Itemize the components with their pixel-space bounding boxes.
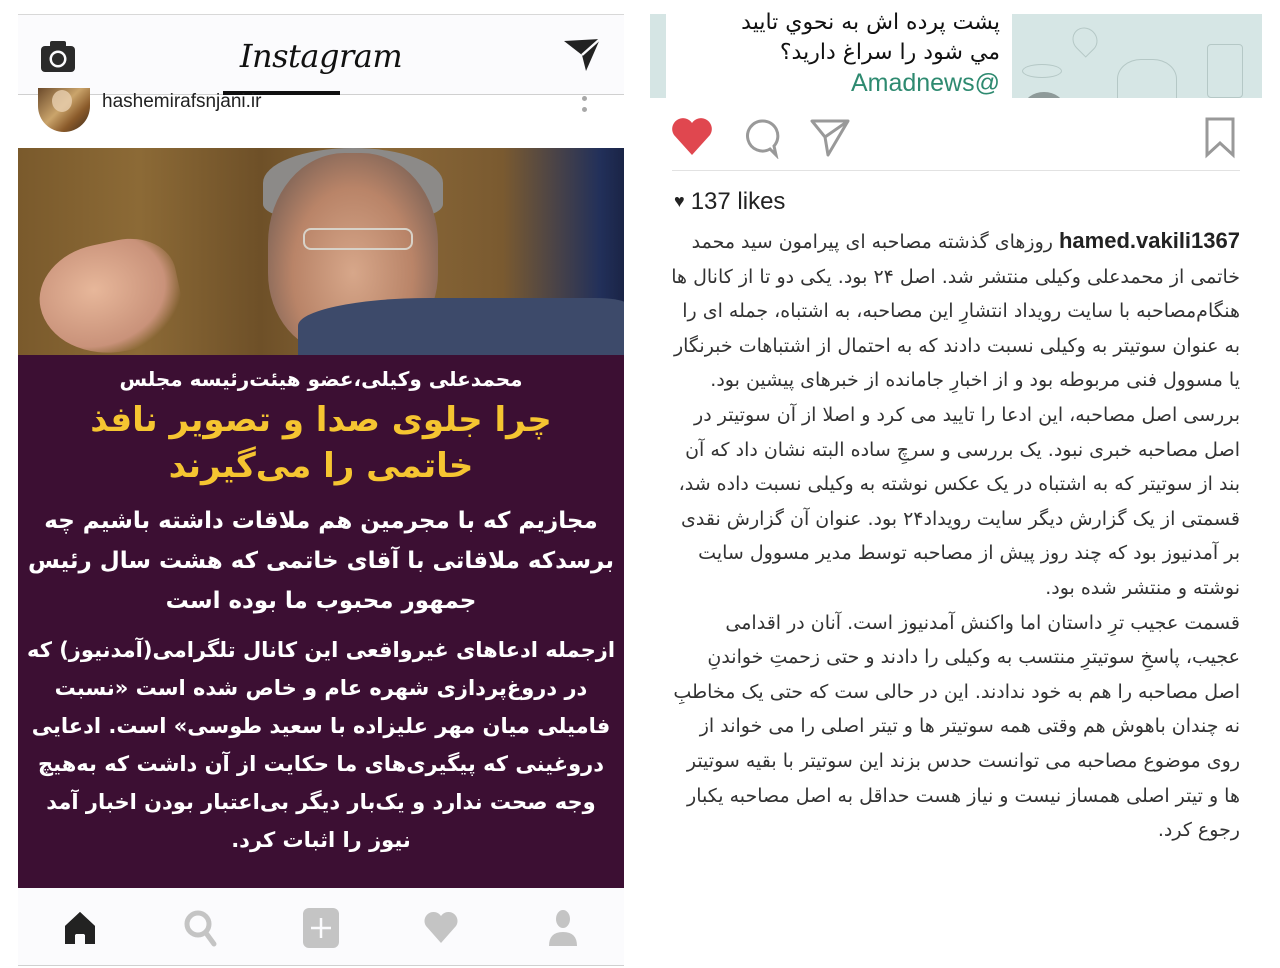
caption-paragraph-3: قسمت عجیب ترِ داستان اما واکنش آمدنیوز است. آنان در اقدامی عجیب، پاسخِ سوتیترِ منتسب به وکیلی را دادند و حتی زحمتِ خواندنِ اصل مصاحبه را هم به خود ندادند. این در حالی ست که حتی یک مخاطبِ نه چندان باهوش هم وقتی همه سوتیتر ها و تیتر اصلی را می خواند از روی موضوع مصاحبه می توانست حدس بزند این سوتیتر با بقیه سوتیتر ها و تیتر اصلی همساز نیست و نیاز هست حداقل به اصل مصاحبه یکبار رجوع کرد. [673, 611, 1240, 842]
right-screenshot-panel [640, 0, 1280, 968]
bottom-nav [18, 888, 624, 966]
heart-icon[interactable] [421, 908, 461, 948]
heart-filled-icon[interactable] [670, 115, 714, 159]
likes-count[interactable] [674, 188, 785, 216]
likes-label: 137 likes [690, 188, 786, 215]
card-body-quote: مجازیم که با مجرمین هم ملاقات داشته باشیم چه برسد‌که ملاقاتی با آقای خاتمی که هشت سال رئیس جمهور محبوب ما بوده است [27, 508, 615, 614]
telegram-background-image [1012, 14, 1262, 98]
person-icon[interactable] [543, 908, 583, 948]
caption-text-1: روزهای گذشته مصاحبه ای پیرامون سید محمد خاتمی از محمدعلی وکیلی منتشر شد. اصل ۲۴ بود. یکی دو تا از کانال ها هنگام‌مصاحبه با سایت رویداد انتشارِ این مصاحبه، به اشتباه، جمله ای را به عنوان سوتیتر به وکیلی نسبت دادند که به احتمال از اشتباهات خبرنگار یا مسوول فنی مربوطه بود و از اخبارِ جامانده از خبرهای پیشین بود. [671, 231, 1240, 392]
photo-suit [298, 298, 624, 355]
post-username[interactable]: hashemirafsnjani.ir [102, 91, 262, 112]
caption-username[interactable]: hamed.vakili1367 [1058, 228, 1240, 253]
telegram-line-1: پشت پرده اش به نحوي تاييد [741, 10, 1000, 35]
bookmark-icon[interactable] [1198, 115, 1242, 159]
post-caption [670, 224, 1240, 848]
post-text-card [18, 355, 624, 888]
avatar[interactable] [38, 88, 90, 132]
caption-paragraph-2: بررسی اصل مصاحبه، این ادعا را تایید می کرد و اصلا از آن سوتیتر در اصل مصاحبه خبری نبود. یک بررسی و سرچِ ساده البته نشان داد که آن بند از سوتیتر که به اشتباه در یک عکس نوشته به وکیلی نسبت داده شد، قسمتی از یک گزارش دیگر سایت رویداد۲۴ بود. عنوان آن گزارش نقدی بر آمدنیوز بود که چند روز پیش از مصاحبه توسط مدیر مسوول سایت نوشته و منتشر شده بود. [678, 403, 1240, 599]
search-icon[interactable] [181, 908, 221, 948]
caption-paragraph-1 [670, 224, 1240, 398]
card-headline-line2: خاتمی را می‌گیرند [168, 446, 474, 486]
card-body-claim: ازجمله ادعاهای غیرواقعی این کانال تلگرامی(آمدنیوز) که در دروغ‌پردازی شهره عام و خاص شده است «نسبت فامیلی میان مهر علیزاده با سعید طوسی» است. ادعایی دروغینی که پیگیری‌های ما حکایت از آن داشت که به‌هیچ وجه صحت ندارد و یک‌بار دیگر بی‌اعتبار بودن اخبار آمد نیوز را اثبات کرد. [26, 638, 616, 852]
post-header [18, 91, 624, 146]
app-title: Instagram [239, 37, 403, 75]
telegram-snippet [670, 8, 1000, 100]
small-heart-icon: ♥ [674, 191, 685, 211]
post-photo [18, 148, 624, 355]
card-subtitle: محمدعلی وکیلی،عضو هیئت‌رئیسه مجلس [119, 367, 523, 391]
plus-square-icon[interactable] [301, 908, 341, 948]
actions-divider [672, 170, 1240, 171]
telegram-line-2: مي شود را سراغ داريد؟ [779, 40, 1000, 65]
paper-plane-icon[interactable] [562, 37, 602, 73]
post-actions [670, 115, 1250, 159]
instagram-header [18, 15, 624, 95]
card-headline-line1: چرا جلوی صدا و تصویر نافذ [90, 400, 552, 440]
home-icon[interactable] [60, 908, 100, 948]
paper-plane-icon[interactable] [808, 115, 852, 159]
telegram-handle-link[interactable]: Amadnews@ [850, 69, 1000, 97]
photo-glasses [303, 228, 413, 250]
photo-hand [30, 230, 190, 355]
comment-bubble-icon[interactable] [740, 115, 784, 159]
vertical-ellipsis-icon[interactable] [582, 96, 588, 118]
telegram-image-edge [650, 14, 666, 98]
